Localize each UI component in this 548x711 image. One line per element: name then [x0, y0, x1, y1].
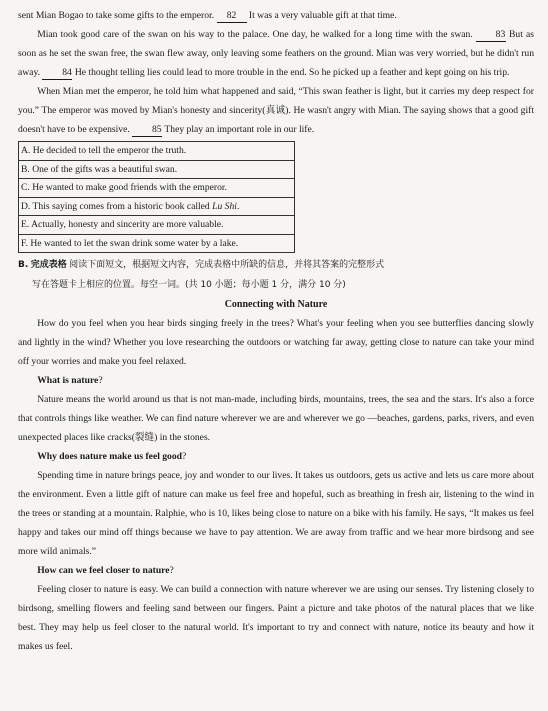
passage-text: sent Mian Bogao to take some gifts to the emperor. — [18, 10, 215, 21]
option-e[interactable]: E. Actually, honesty and sincerity are more valuable. — [19, 215, 294, 234]
subheading-text: What is nature — [37, 375, 99, 386]
article-paragraph-2: Spending time in nature brings peace, joy and wonder to our lives. It takes us outdoors, gets us active and lets us care more about the environment. Even a little gift of nature can make us feel free and hopeful, such as breathing in fresh air, listening to the wind in the trees or standing at a mountain. Ralphie, who is 10, likes being close to nature on a bike with his family. He says, “It makes us feel happy and takes our mind off things because we have to pay attention. We are away from traffic and we hear more birdsong and see more wild animals.” — [18, 470, 534, 557]
option-d-book-title: Lu Shi — [212, 200, 237, 212]
article-paragraph-1: Nature means the world around us that is not man-made, including birds, mountains, trees, the sea and the stars. It's also a force that controls things like weather. We can find nature wherever we are and wherever we go —beaches, gardens, parks, rivers, and even unexpected places like cracks(裂缝) in the stones. — [18, 394, 534, 443]
article-intro: How do you feel when you hear birds singing freely in the trees? What's your feeling when you see butterflies dancing slowly and lightly in the wind? Whether you love researching the outdoors or watching far away, getting close to nature can take your mind off your worries and make you feel relaxed. — [18, 318, 534, 367]
subheading-mark: ? — [182, 451, 187, 462]
section-b-instructions — [18, 255, 534, 295]
subheading-mark: ? — [98, 375, 103, 386]
passage-a-paragraph-3 — [18, 82, 534, 139]
option-d[interactable] — [19, 197, 294, 216]
passage-text: But as soon as he set the swan free, the swan flew away, only leaving some feathers on the ground. Mian was very worried, but he didn't run away. — [18, 29, 534, 78]
subheading-why-nature-feels-good — [18, 447, 534, 466]
option-d-punct: . — [236, 200, 240, 212]
blank-84[interactable]: 84 — [42, 66, 72, 80]
passage-a-paragraph-2 — [18, 25, 534, 82]
passage-text: He thought telling lies could lead to more trouble in the end. So he picked up a feather and kept going on his trip. — [74, 67, 510, 78]
blank-82[interactable]: 82 — [217, 9, 247, 23]
article-title: Connecting with Nature — [224, 299, 328, 310]
section-heading: 完成表格 — [30, 260, 67, 270]
article-paragraph-3: Feeling closer to nature is easy. We can build a connection with nature wherever we are using our senses. Try listening closely to birdsong, smelling flowers and feeling sand between our fingers. Paint a picture and take photos of the natural places that we like best. They may help us feel closer to the natural world. It's important to try and connect with nature, notice its beauty and how it makes us feel. — [18, 584, 534, 652]
option-c[interactable]: C. He wanted to make good friends with the emperor. — [19, 178, 294, 197]
section-b-line-2 — [18, 275, 534, 295]
passage-text: Mian took good care of the swan on his way to the palace. One day, he walked for a long time with the swan. — [37, 29, 473, 40]
option-a[interactable]: A. He decided to tell the emperor the truth. — [21, 145, 187, 156]
subheading-text: How can we feel closer to nature — [37, 565, 170, 576]
passage-a-paragraph-1 — [18, 6, 534, 25]
subheading-what-is-nature — [18, 371, 534, 390]
section-b-line-1 — [18, 255, 534, 275]
option-d-text: D. This saying comes from a historic book called — [21, 200, 213, 212]
options-box — [18, 141, 295, 253]
section-label: B. — [18, 260, 29, 270]
blank-85[interactable]: 85 — [132, 123, 162, 137]
subheading-mark: ? — [169, 565, 174, 576]
passage-text: When Mian met the emperor, he told him what happened and said, “This swan feather is light, but it carries my deep respect for you.” The emperor was moved by Mian's honesty and sincerity(真诚). He wasn't angry with Mian. The saying shows that a good gift doesn't have to be expensive. — [18, 86, 534, 135]
option-f[interactable]: F. He wanted to let the swan drink some water by a lake. — [19, 234, 294, 253]
subheading-text: Why does nature make us feel good — [37, 451, 182, 462]
instruction-text: 写在答题卡上相应的位置。每空一词。(共 10 小题；每小题 1 分，满分 10 分) — [32, 280, 346, 290]
blank-83[interactable]: 83 — [476, 28, 506, 42]
option-b[interactable]: B. One of the gifts was a beautiful swan. — [19, 160, 294, 179]
passage-text: They play an important role in our life. — [164, 124, 315, 135]
instruction-text: 阅读下面短文，根据短文内容，完成表格中所缺的信息，并将其答案的完整形式 — [69, 260, 385, 270]
passage-text: It was a very valuable gift at that time. — [248, 10, 397, 21]
subheading-how-feel-closer — [18, 561, 534, 580]
